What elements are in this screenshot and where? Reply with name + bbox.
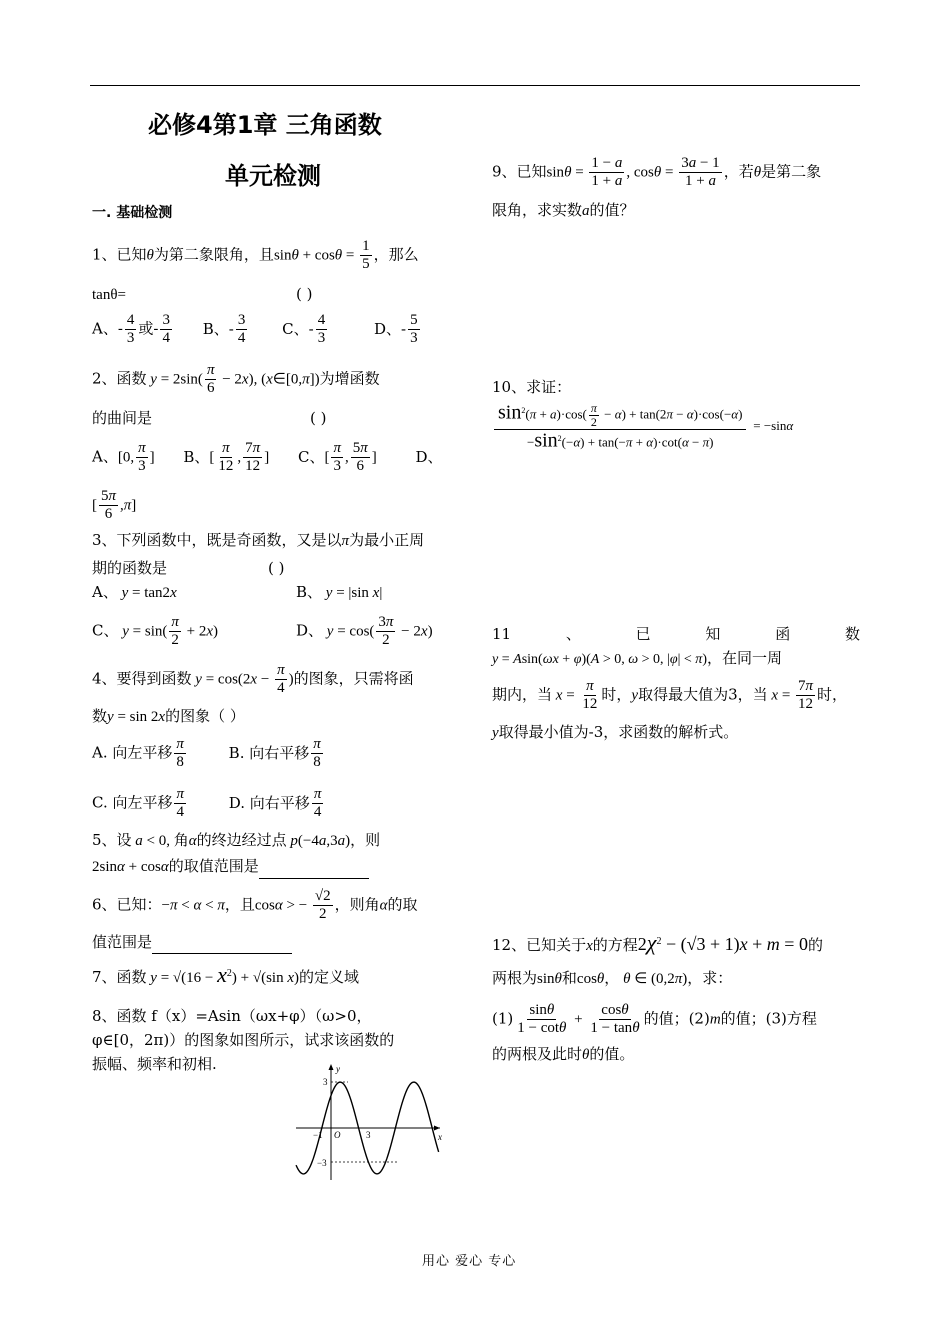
q4-optCD: C. 向左平移 $\frac{\pi}{4}$ D. 向右平移 $\frac{\pi}{4}$ [92, 786, 322, 820]
q8-line3: 振幅、频率和初相. [92, 1055, 217, 1073]
q3-paren: ( ) [268, 559, 285, 577]
x-pos-label: 3 [366, 1130, 371, 1140]
x-neg-label: −1 [313, 1130, 323, 1140]
q3-optB: B、 y = |sin x| [296, 583, 383, 601]
q3-optD: D、 y = cos( $\frac{3\pi}{2}$ − 2x) [296, 614, 433, 648]
x-axis-label: x [438, 1132, 442, 1142]
q9-line1: 9、已知sinθ = $\frac{1 - a}{1 + a}$ , cosθ = $\frac{3a - 1}{1 + a}$ ，若θ是第二象 [492, 155, 822, 189]
q11-line4: y取得最小值为-3，求函数的解析式。 [492, 723, 739, 741]
q1-line2: tanθ= [92, 287, 126, 303]
q4-line1: 4、要得到函数 y = cos(2x − $\frac{\pi}{4}$ )的图象，只需将函 [92, 662, 414, 696]
q6-line1: 6、已知：−π < α < π，且cosα > − $\frac{√2}{2}$ ，则角α的取 [92, 888, 418, 922]
q2-paren: ( ) [310, 409, 327, 427]
q3-optA: A、 y = tan2x [92, 583, 177, 601]
q8-line2: φ∈[0，2π)）的图象如图所示，试求该函数的 [92, 1031, 395, 1049]
q5-line2: 2sinα + cosα的取值范围是 [92, 854, 369, 879]
q12-line1: 12、已知关于x的方程$2\chi^2 - (√3 + 1)x + m = 0$的 [492, 930, 823, 955]
q5-line1: 5、设 a < 0, 角α的终边经过点 p(−4a,3a)，则 [92, 831, 381, 849]
q2-line1: 2、函数 y = 2sin( $\frac{\pi}{6}$ − 2x), (x∈[0,π])为增函数 [92, 362, 380, 396]
q11-line3: 期内，当 x = $\frac{\pi}{12}$ 时，y取得最大值为3，当 x = $\frac{7\pi}{12}$ 时， [492, 678, 848, 712]
y-axis-label: y [336, 1064, 340, 1074]
q6-answer-blank [152, 937, 292, 954]
q4-optAB: A. 向左平移 $\frac{\pi}{8}$ B. 向右平移 $\frac{\pi}{8}$ [92, 736, 321, 770]
q6-line2: 值范围是 [92, 930, 292, 954]
footer-text: 用心 爱心 专心 [422, 1254, 517, 1269]
q2-optD-value: [ $\frac{5\pi}{6}$ ,π] [92, 488, 137, 522]
q4-line2: 数y = sin 2x的图象（ ） [92, 707, 245, 725]
page-subtitle: 单元检测 [225, 162, 321, 190]
q1-line1: 1、已知θ为第二象限角，且sinθ + cosθ = $\frac{1}{5}$ ，那么 [92, 238, 419, 272]
q3-line1: 3、下列函数中，既是奇函数，又是以π为最小正周 [92, 531, 425, 549]
y-axis-arrow [329, 1064, 334, 1070]
q7-line: 7、函数 $y = √(16 - x^2) + √(\sin$ x)的定义域 [92, 962, 360, 987]
x-axis-arrow [434, 1126, 440, 1131]
q12-line4: 的两根及此时θ的值。 [492, 1045, 635, 1063]
section-heading: 一. 基础检测 [92, 205, 173, 221]
q5-answer-blank [259, 862, 369, 879]
page-title: 必修4第1章 三角函数 [148, 111, 382, 139]
q10-identity: $\sin^2(\pi + a)\cdot\cos$( $\frac{\pi}{2}$ − α) + tan(2π − α)·cos(−α) $-\sin^2(-\alpha) + \tan(-\pi + \alpha)\cdot\cot(\alpha - \pi)$ = −sinα [492, 402, 793, 450]
q11-line2: y = Asin(ωx + φ)(A > 0, ω > 0, |φ| < π)，在同一周 [492, 649, 782, 667]
q9-line2: 限角，求实数a的值？ [492, 201, 635, 219]
q12-line2: 两根为sinθ和cosθ， θ ∈ (0,2π)，求： [492, 969, 733, 987]
q1-paren: ( ) [296, 285, 313, 303]
q3-line2: 期的函数是 [92, 559, 168, 577]
q2-line2: 的曲间是 [92, 409, 153, 427]
q10-label: 10、求证： [492, 378, 572, 396]
q12-line3: (1) $\frac{\sin\theta}{1 - \cot\theta}$ + $\frac{\cos\theta}{1 - \tan\theta}$ 的值；(2)m的值；(3)方程 [492, 1002, 817, 1036]
top-rule [90, 85, 860, 86]
q11-line1: 11 、 已 知 函 数 [492, 625, 860, 643]
q1-options: A、- $\frac{4}{3}$ 或- $\frac{3}{4}$ B、- $\frac{3}{4}$ C、- $\frac{4}{3}$ D、- $\frac{5}{3}$ [92, 312, 418, 346]
origin-label: O [334, 1130, 341, 1140]
q2-options: A、[0, $\frac{\pi}{3}$ ] B、[ $\frac{\pi}{12}$ , $\frac{7\pi}{12}$ ] C、[ $\frac{\pi}{3}$ , $\frac{5\pi}{6}$ ] D、 [92, 440, 443, 474]
q3-optC: C、 y = sin( $\frac{\pi}{2}$ + 2x) [92, 614, 219, 648]
y-max-label: 3 [323, 1077, 328, 1087]
sine-graph [290, 1060, 450, 1188]
y-min-label: −3 [317, 1158, 327, 1168]
q8-line1: 8、函数 f（x）=Asin（ωx+φ）（ω>0， [92, 1007, 372, 1025]
